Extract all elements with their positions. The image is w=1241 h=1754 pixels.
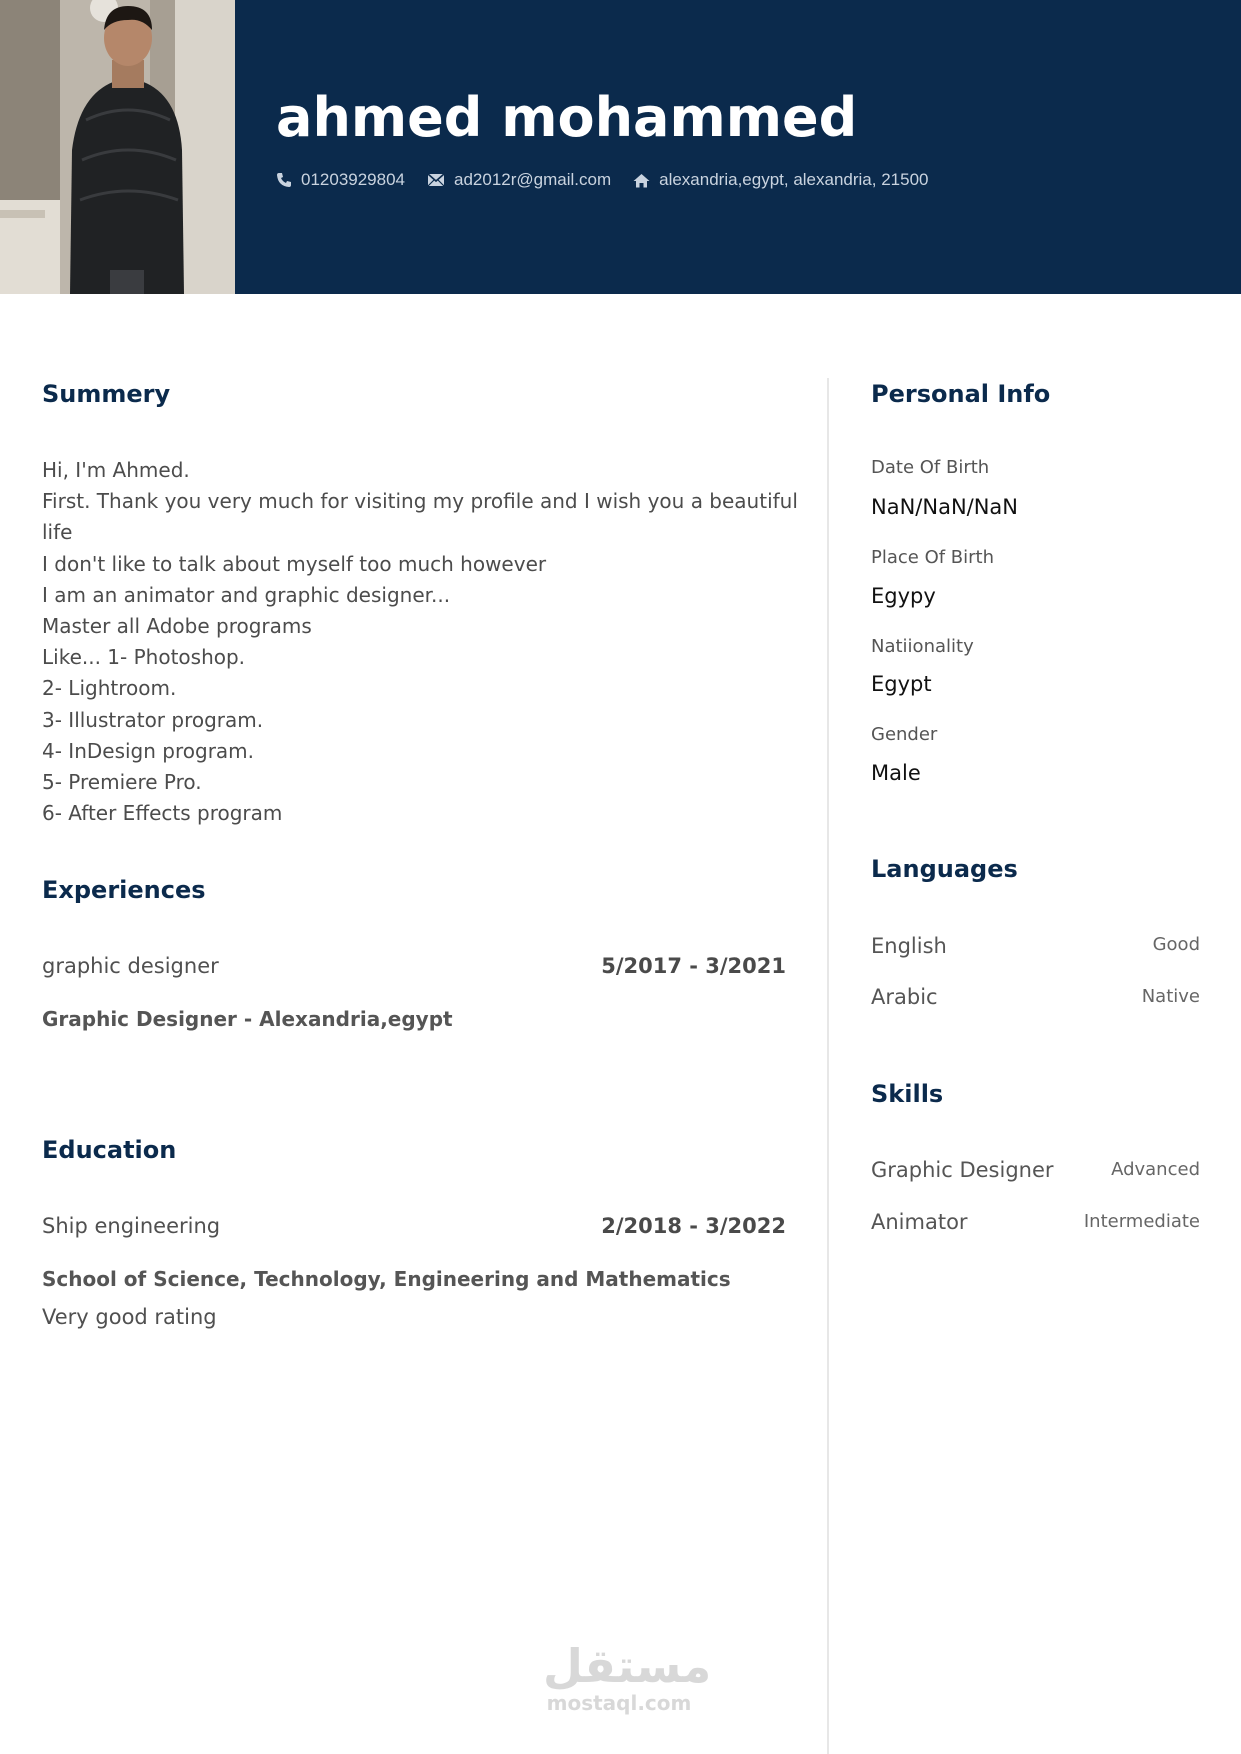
skills-heading: Skills	[871, 1080, 944, 1108]
language-name: Arabic	[871, 985, 938, 1009]
summary-line: life	[42, 520, 73, 545]
candidate-name: ahmed mohammed	[276, 86, 858, 149]
education-title: Ship engineering	[42, 1214, 221, 1238]
dob-value: NaN/NaN/NaN	[871, 495, 1019, 519]
summary-line: Like... 1- Photoshop.	[42, 645, 246, 670]
education-date: 2/2018 - 3/2022	[601, 1214, 786, 1238]
summary-line: First. Thank you very much for visiting my profile and I wish you a beautiful	[42, 489, 798, 514]
phone-number: 01203929804	[301, 170, 406, 189]
summary-line: I am an animator and graphic designer...	[42, 582, 451, 607]
summary-line: I don't like to talk about myself too much however	[42, 551, 547, 576]
summary-line: Master all Adobe programs	[42, 614, 312, 639]
home-address: alexandria,egypt, alexandria, 21500	[659, 170, 929, 189]
skill-name: Graphic Designer	[871, 1158, 1054, 1182]
address-contact	[633, 170, 928, 190]
summary-line: 3- Illustrator program.	[42, 707, 264, 732]
contact-info	[276, 170, 951, 190]
language-level: Native	[1141, 986, 1200, 1007]
gender-label: Gender	[871, 724, 938, 745]
envelope-icon	[427, 173, 445, 187]
nationality-label: Natiionality	[871, 636, 974, 657]
resume-header	[0, 0, 1241, 294]
column-divider	[827, 378, 829, 1754]
skill-level: Intermediate	[1083, 1211, 1200, 1232]
summary-line: 4- InDesign program.	[42, 738, 255, 763]
summary-line: 2- Lightroom.	[42, 676, 177, 701]
pob-value: Egypy	[871, 584, 936, 608]
skill-level: Advanced	[1111, 1159, 1200, 1180]
experience-subtitle: Graphic Designer - Alexandria,egypt	[42, 1007, 453, 1031]
phone-contact[interactable]	[276, 170, 405, 190]
summary-heading: Summery	[42, 380, 171, 408]
education-note: Very good rating	[42, 1305, 217, 1329]
experience-title: graphic designer	[42, 954, 219, 978]
nationality-value: Egypt	[871, 672, 932, 696]
watermark-arabic: مستقل	[543, 1639, 712, 1693]
dob-label: Date Of Birth	[871, 457, 990, 478]
profile-photo-image	[0, 0, 235, 294]
email-address: ad2012r@gmail.com	[454, 170, 612, 189]
profile-photo	[0, 0, 235, 294]
languages-heading: Languages	[871, 855, 1018, 883]
summary-line: 5- Premiere Pro.	[42, 770, 202, 795]
experience-date: 5/2017 - 3/2021	[601, 954, 786, 978]
education-heading: Education	[42, 1136, 177, 1164]
email-contact[interactable]	[427, 170, 611, 190]
education-subtitle: School of Science, Technology, Engineering and Mathematics	[42, 1267, 731, 1291]
summary-line: Hi, I'm Ahmed.	[42, 458, 190, 482]
personal-info-heading: Personal Info	[871, 380, 1051, 408]
summary-line: 6- After Effects program	[42, 801, 283, 826]
language-name: English	[871, 934, 947, 958]
watermark-latin: mostaql.com	[546, 1691, 692, 1715]
mostaql-watermark	[543, 1639, 712, 1715]
pob-label: Place Of Birth	[871, 547, 995, 568]
gender-value: Male	[871, 761, 921, 785]
summary-text	[42, 455, 802, 829]
skill-name: Animator	[871, 1210, 968, 1234]
home-icon	[633, 173, 650, 188]
language-level: Good	[1152, 934, 1200, 955]
experiences-heading: Experiences	[42, 876, 206, 904]
phone-icon	[276, 172, 292, 188]
